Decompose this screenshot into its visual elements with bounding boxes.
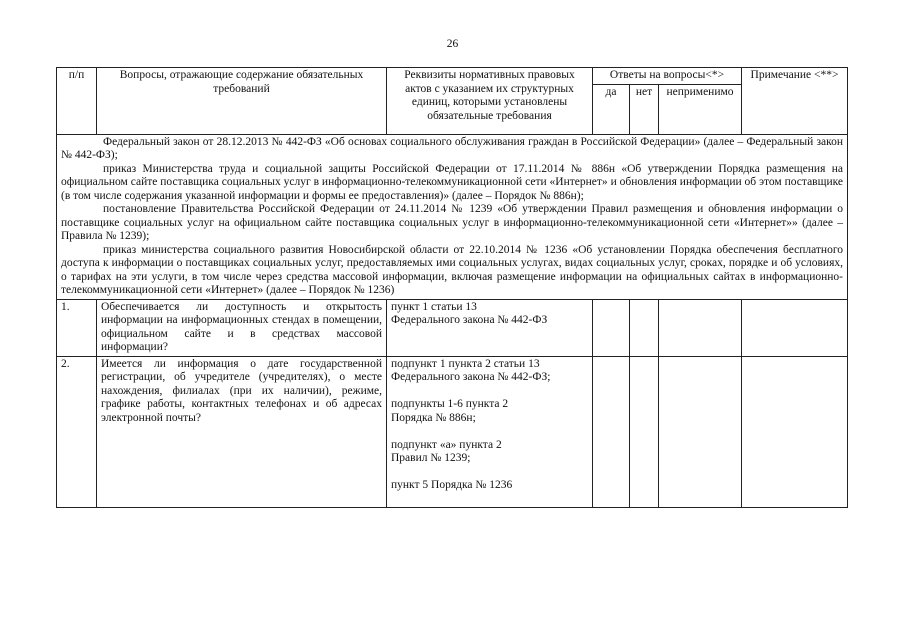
row-question: Имеется ли информация о дате государственной регистрации, об учредителе (учредителях), о месте нахождения, филиалах (при их наличии), режиме, графике работы, контактных телефонах и об адресах электронной почты? bbox=[97, 356, 387, 507]
page-number: 26 bbox=[446, 38, 459, 50]
row-number: 1. bbox=[57, 299, 97, 356]
table-row bbox=[57, 356, 848, 507]
answer-na-cell bbox=[659, 356, 742, 507]
header-no: нет bbox=[630, 84, 659, 134]
header-na: неприменимо bbox=[659, 84, 742, 134]
requisite-line: Правил № 1239; bbox=[391, 452, 471, 464]
header-row-top bbox=[57, 68, 848, 85]
header-requisites: Реквизиты нормативных правовых актов с указанием их структурных единиц, которыми установлены обязательные требования bbox=[387, 68, 593, 135]
row-requisites bbox=[387, 356, 593, 507]
answer-no-cell bbox=[630, 299, 659, 356]
answer-na-cell bbox=[659, 299, 742, 356]
intro-paragraph: приказ Министерства труда и социальной защиты Российской Федерации от 17.11.2014 № 886н «Об утверждении Порядка размещения на официальном сайте поставщика социальных услуг в информационно-телекоммуникационной сети «Интернет» и обновления информации об этом поставщике (в том числе содержания указанной информации и формы ее предоставления)» (далее – Порядок № 886н); bbox=[61, 162, 844, 202]
requisite-line: Федерального закона № 442-ФЗ bbox=[391, 314, 548, 326]
header-question: Вопросы, отражающие содержание обязательных требований bbox=[97, 68, 387, 135]
requisite-line: подпункт «а» пункта 2 bbox=[391, 438, 502, 451]
answer-yes-cell bbox=[593, 356, 630, 507]
requisite-spacer bbox=[391, 385, 588, 399]
note-cell bbox=[742, 356, 848, 507]
requisite-line: пункт 5 Порядка № 1236 bbox=[391, 479, 513, 491]
note-cell bbox=[742, 299, 848, 356]
header-answers: Ответы на вопросы<*> bbox=[593, 68, 742, 85]
requisite-line: подпункты 1-6 пункта 2 bbox=[391, 398, 509, 410]
header-note: Примечание <**> bbox=[742, 68, 848, 135]
intro-cell bbox=[57, 134, 848, 299]
intro-paragraph: Федеральный закон от 28.12.2013 № 442-ФЗ «Об основах социального обслуживания граждан в Российской Федерации» (далее – Федеральный закон № 442-ФЗ); bbox=[61, 135, 844, 161]
requisite-spacer bbox=[391, 466, 588, 480]
intro-paragraph: приказ министерства социального развития Новосибирской области от 22.10.2014 № 1236 «Об установлении Порядка обеспечения бесплатного доступа к информации о поставщиках социальных услуг, предоставляемых ими социальных услугах, видах социальных услуг, сроках, порядке и об условиях, о тарифах на эти услуги, в том числе через средства массовой информации, включая размещение информации на официальных сайтах в информационно-телекоммуникационной сети «Интернет» (далее – Порядок № 1236) bbox=[61, 243, 844, 296]
requisite-line: подпункт 1 пункта 2 статьи 13 bbox=[391, 357, 540, 370]
requisite-line: пункт 1 статьи 13 bbox=[391, 300, 477, 313]
table-row bbox=[57, 299, 848, 356]
header-yes: да bbox=[593, 84, 630, 134]
requisite-line: Федерального закона № 442-ФЗ; bbox=[391, 371, 551, 383]
requirements-table bbox=[56, 67, 848, 508]
intro-row bbox=[57, 134, 848, 299]
answer-no-cell bbox=[630, 356, 659, 507]
row-requisites bbox=[387, 299, 593, 356]
intro-paragraph: постановление Правительства Российской Федерации от 24.11.2014 № 1239 «Об утверждении Правил размещения и обновления информации о поставщике социальных услуг на официальном сайте поставщика социальных услуг в информационно-телекоммуникационной сети «Интернет»» (далее – Правила № 1239); bbox=[61, 203, 844, 242]
row-number: 2. bbox=[57, 356, 97, 507]
requisite-line: Порядка № 886н; bbox=[391, 411, 476, 424]
header-num: п/п bbox=[57, 68, 97, 135]
requisite-spacer bbox=[391, 425, 588, 439]
row-question: Обеспечивается ли доступность и открытость информации на информационных стендах в помещении, официальном сайте и в средствах массовой информации? bbox=[97, 299, 387, 356]
answer-yes-cell bbox=[593, 299, 630, 356]
